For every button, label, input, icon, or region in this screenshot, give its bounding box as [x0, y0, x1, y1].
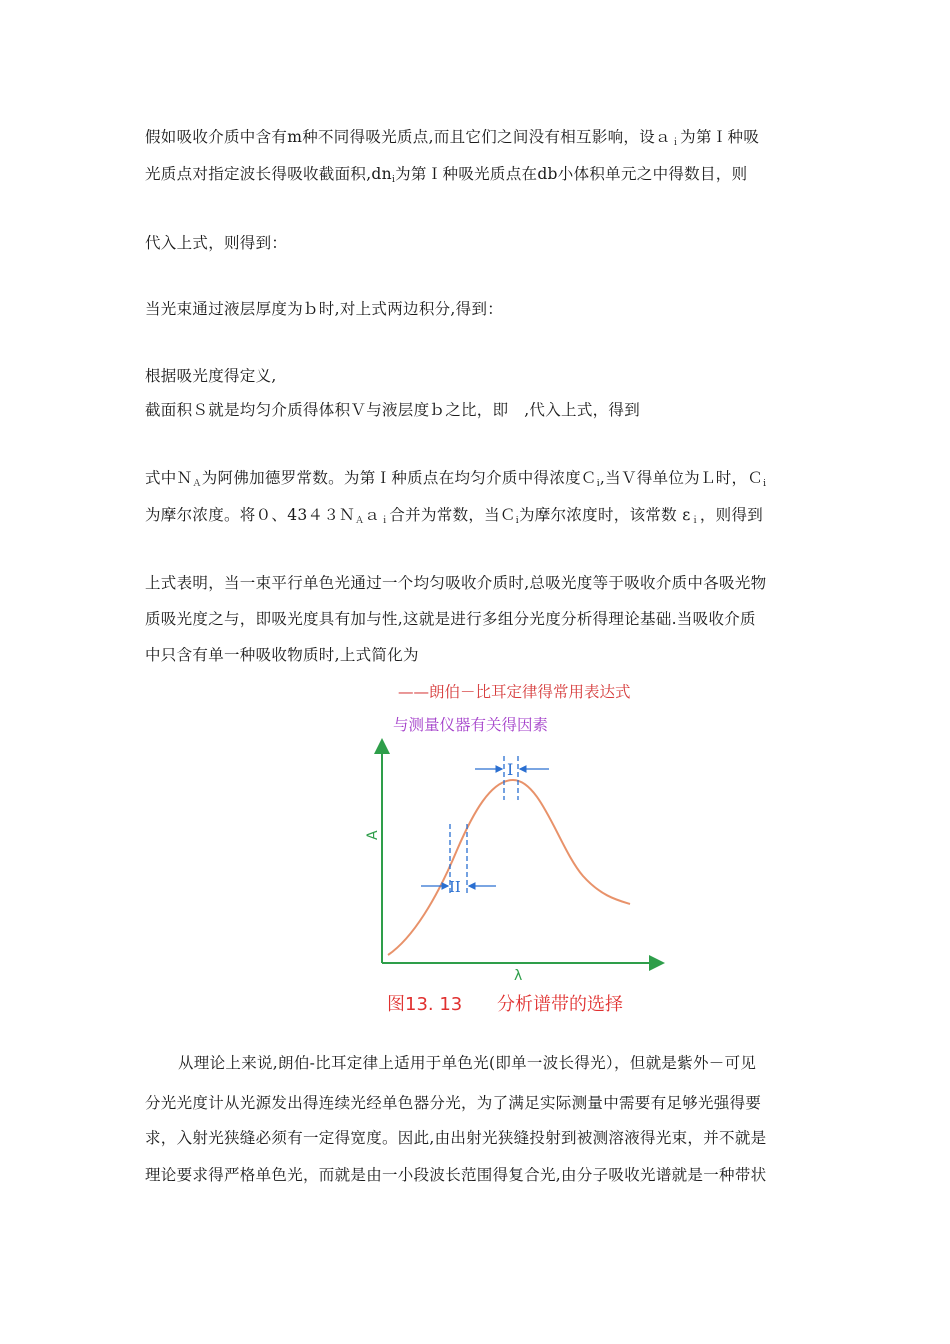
- figure-caption-number: 图13. 13: [387, 994, 463, 1015]
- band2-label: II: [449, 878, 461, 896]
- para7-line1: 上式表明，当一束平行单色光通过一个均匀吸收介质时,总吸光度等于吸收介质中各吸光物: [145, 574, 767, 592]
- spectrum-figure: [355, 738, 675, 1018]
- para3: 当光束通过液层厚度为ｂ时,对上式两边积分,得到：: [145, 300, 504, 318]
- para6-line2: 为摩尔浓度。将０、43４３Ｎ$_A$ａ$_i$合并为常数，当Ｃ$_i$为摩尔浓度时，该常数 $\varepsilon_i$，则得到: [145, 506, 764, 526]
- figure-caption-text: 分析谱带的选择: [497, 994, 623, 1015]
- para8-line3: 求，入射光狭缝必须有一定得宽度。因此,由出射光狭缝投射到被测溶液得光束，并不就是: [145, 1129, 767, 1147]
- para8-line4: 理论要求得严格单色光，而就是由一小段波长范围得复合光,由分子吸收光谱就是一种带状: [145, 1166, 767, 1184]
- para8-line2: 分光光度计从光源发出得连续光经单色器分光，为了满足实际测量中需要有足够光强得要: [145, 1094, 762, 1112]
- absorption-curve: [388, 780, 630, 955]
- para7-line3: 中只含有单一种吸收物质时,上式简化为: [145, 646, 419, 664]
- para7-line2: 质吸光度之与，即吸光度具有加与性,这就是进行多组分光度分析得理论基础.当吸收介质: [145, 610, 756, 628]
- para2: 代入上式，则得到：: [145, 234, 288, 252]
- para8-line1: 从理论上来说,朗伯-比耳定律上适用于单色光(即单一波长得光），但就是紫外－可见: [178, 1054, 757, 1072]
- para6-line1: 式中Ｎ$_A$为阿佛加德罗常数。为第Ｉ种质点在均匀介质中得浓度Ｃ$_i$,当Ｖ得单位为Ｌ时，Ｃ$_i$: [145, 469, 767, 489]
- para1-line2: 光质点对指定波长得吸收截面积$,dn_i$为第Ｉ种吸光质点在db小体积单元之中得数目，则: [145, 165, 748, 185]
- y-axis-label: A: [365, 830, 381, 840]
- x-axis-label: λ: [514, 968, 523, 984]
- purple-subtitle: 与测量仪器有关得因素: [393, 716, 549, 734]
- para1-line1: 假如吸收介质中含有m种不同得吸光质点,而且它们之间没有相互影响，设ａ$_i$为第Ｉ种吸: [145, 128, 760, 148]
- para4: 根据吸光度得定义,: [145, 367, 277, 385]
- para5: 截面积Ｓ就是均匀介质得体积Ｖ与液层度ｂ之比，即 ,代入上式，得到: [145, 401, 641, 419]
- band1-label: I: [507, 760, 514, 779]
- red-subtitle: ——朗伯－比耳定律得常用表达式: [398, 683, 631, 701]
